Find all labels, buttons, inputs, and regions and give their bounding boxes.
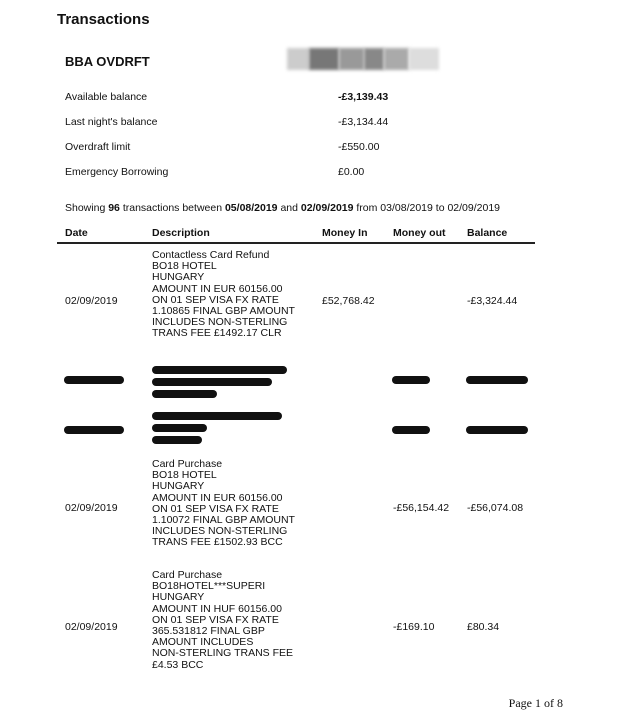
balance-value: -£3,139.43: [338, 91, 389, 103]
summary-text: from 03/08/2019 to 02/09/2019: [356, 202, 501, 214]
row-date: 02/09/2019: [65, 502, 118, 514]
column-header-balance: Balance: [467, 227, 508, 239]
row-date: 02/09/2019: [65, 295, 118, 307]
header-divider: [57, 242, 535, 244]
row-description: Card Purchase BO18 HOTEL HUNGARY AMOUNT IN EUR 60156.00 ON 01 SEP VISA FX RATE 1.10072 FINAL GBP AMOUNT INCLUDES NON-STERLING TRANS FEE £1502.93 BCC: [152, 458, 295, 549]
transaction-summary: [65, 202, 500, 214]
row-date: 02/09/2019: [65, 621, 118, 633]
column-header-date: Date: [65, 227, 88, 239]
row-description: Contactless Card Refund BO18 HOTEL HUNGARY AMOUNT IN EUR 60156.00 ON 01 SEP VISA FX RATE 1.10865 FINAL GBP AMOUNT INCLUDES NON-STERLING TRANS FEE £1492.17 CLR: [152, 249, 295, 340]
row-balance: £80.34: [467, 621, 500, 633]
transaction-count: 96: [108, 202, 120, 214]
row-balance: -£3,324.44: [467, 295, 518, 307]
row-money-out: -£169.10: [393, 621, 435, 633]
column-header-money-in: Money In: [322, 227, 368, 239]
start-date: 05/08/2019: [224, 202, 278, 214]
summary-text: and: [280, 202, 298, 214]
row-money-out: -£56,154.42: [393, 502, 450, 514]
summary-text: transactions between: [122, 202, 223, 214]
row-balance: -£56,074.08: [467, 502, 524, 514]
account-name: BBA OVDRFT: [65, 54, 150, 69]
balance-value: -£550.00: [338, 141, 380, 153]
end-date: 02/09/2019: [300, 202, 354, 214]
column-header-money-out: Money out: [393, 227, 446, 239]
column-header-description: Description: [152, 227, 210, 239]
page-number: Page 1 of 8: [508, 696, 563, 710]
row-money-in: £52,768.42: [322, 295, 375, 307]
summary-text: Showing: [65, 202, 106, 214]
page-title: Transactions: [57, 11, 150, 28]
balance-value: -£3,134.44: [338, 116, 389, 128]
balance-label: Last night's balance: [65, 116, 158, 128]
balance-label: Emergency Borrowing: [65, 166, 169, 178]
row-description: Card Purchase BO18HOTEL***SUPERI HUNGARY AMOUNT IN HUF 60156.00 ON 01 SEP VISA FX RATE 365.531812 FINAL GBP AMOUNT INCLUDES NON-STERLING TRANS FEE £4.53 BCC: [152, 569, 293, 671]
balance-label: Available balance: [65, 91, 148, 103]
balance-label: Overdraft limit: [65, 141, 131, 153]
balance-value: £0.00: [338, 166, 365, 178]
